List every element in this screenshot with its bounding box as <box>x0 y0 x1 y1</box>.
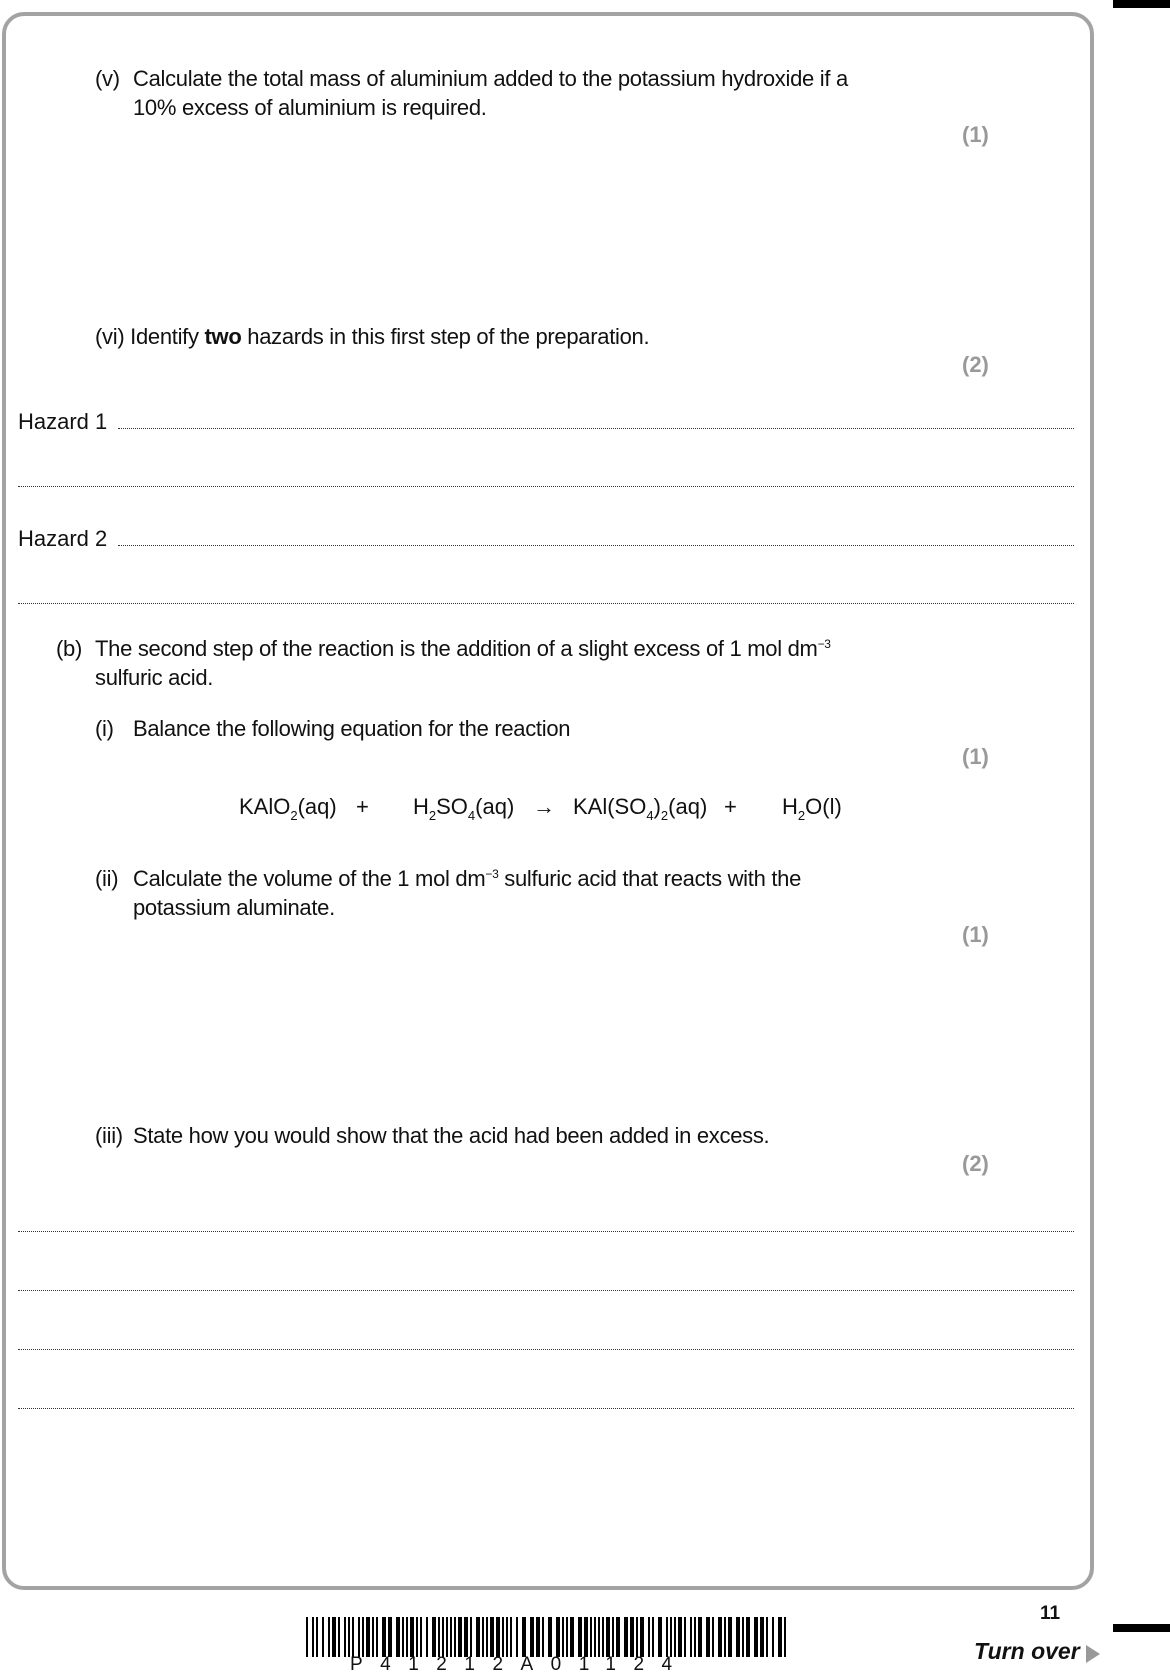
barcode-bar <box>760 1617 764 1657</box>
question-vi-marks: (2) <box>962 352 989 377</box>
barcode-bar <box>432 1617 436 1657</box>
question-v-marks: (1) <box>962 122 989 147</box>
barcode-bar <box>366 1617 370 1657</box>
barcode-bar <box>694 1617 696 1657</box>
barcode-bar <box>718 1617 722 1657</box>
barcode-bar <box>612 1617 614 1657</box>
barcode-bar <box>736 1617 740 1657</box>
barcode-bar <box>510 1617 512 1657</box>
barcode-bar <box>416 1617 418 1657</box>
barcode-bar <box>670 1617 672 1657</box>
question-vi-number: (vi) <box>95 324 125 349</box>
answer-line[interactable] <box>18 1231 1074 1232</box>
barcode-bar <box>372 1617 374 1657</box>
barcode-bar <box>338 1617 340 1657</box>
barcode-bar <box>584 1617 588 1657</box>
hazard1-answer-line-2[interactable] <box>18 486 1074 487</box>
barcode-bar <box>690 1617 692 1657</box>
barcode-bar <box>772 1617 774 1657</box>
barcode-bar <box>450 1617 452 1657</box>
question-b-iii-text: State how you would show that the acid had been added in excess. <box>133 1123 770 1148</box>
barcode-bar <box>724 1617 726 1657</box>
barcode-bar <box>316 1617 318 1657</box>
barcode-bar <box>590 1617 592 1657</box>
barcode-bar <box>746 1617 750 1657</box>
barcode-bar <box>616 1617 620 1657</box>
barcode-bar <box>322 1617 324 1657</box>
equation-plus-2: + <box>724 794 737 819</box>
barcode-bar <box>570 1617 574 1657</box>
question-v-answer-space[interactable] <box>120 160 1070 300</box>
barcode <box>306 1617 792 1657</box>
barcode-bar <box>348 1617 350 1657</box>
barcode-bar <box>712 1617 714 1657</box>
barcode-bar <box>566 1617 568 1657</box>
barcode-bar <box>352 1617 354 1657</box>
question-vi-text <box>95 322 649 351</box>
barcode-bar <box>698 1617 702 1657</box>
question-b-line1-sup: −3 <box>817 637 831 651</box>
margin-tab-bottom <box>1113 1624 1170 1632</box>
barcode-bar <box>502 1617 504 1657</box>
barcode-bar <box>542 1617 544 1657</box>
answer-line[interactable] <box>18 1290 1074 1291</box>
barcode-bar <box>506 1617 508 1657</box>
barcode-bar <box>470 1617 472 1657</box>
barcode-bar <box>522 1617 526 1657</box>
barcode-bar <box>358 1617 360 1657</box>
barcode-bar <box>362 1617 364 1657</box>
barcode-bar <box>658 1617 662 1657</box>
barcode-bar <box>438 1617 440 1657</box>
turn-over-arrow-icon <box>1086 1645 1100 1663</box>
question-vi-text-after: hazards in this first step of the preparation. <box>247 324 650 349</box>
answer-line[interactable] <box>18 1408 1074 1409</box>
barcode-bar <box>754 1617 758 1657</box>
barcode-bar <box>648 1617 650 1657</box>
equation-reactant-1: KAlO$_2$(aq) <box>239 794 337 823</box>
barcode-bar <box>684 1617 686 1657</box>
margin-tab-top <box>1113 0 1170 8</box>
barcode-bar <box>388 1617 392 1657</box>
equation-reactant-2: $H_2SO_4(aq)$ <box>413 794 515 823</box>
hazard2-label: Hazard 2 <box>18 526 108 551</box>
barcode-bar <box>728 1617 732 1657</box>
barcode-bar <box>598 1617 600 1657</box>
question-v-line2: 10% excess of aluminium is required. <box>133 95 487 120</box>
barcode-bar <box>606 1617 610 1657</box>
barcode-bar <box>674 1617 676 1657</box>
barcode-bar <box>548 1617 552 1657</box>
barcode-bar <box>402 1617 404 1657</box>
question-b-line1 <box>95 634 831 663</box>
barcode-bar <box>678 1617 682 1657</box>
barcode-bar <box>562 1617 564 1657</box>
barcode-bar <box>306 1617 308 1657</box>
question-b-iii-number: (iii) <box>95 1123 123 1148</box>
barcode-bar <box>636 1617 638 1657</box>
barcode-bar <box>406 1617 408 1657</box>
barcode-bar <box>442 1617 444 1657</box>
barcode-bar <box>464 1617 468 1657</box>
barcode-bar <box>382 1617 386 1657</box>
barcode-bar <box>458 1617 462 1657</box>
barcode-bar <box>706 1617 710 1657</box>
equation-product-1: $KAl(SO_4)_2(aq)$ <box>573 794 708 823</box>
barcode-bar <box>486 1617 488 1657</box>
question-vi-text-before: Identify <box>130 324 199 349</box>
barcode-bar <box>454 1617 456 1657</box>
question-b-ii-marks: (1) <box>962 922 989 947</box>
equation-plus-1: + <box>356 794 369 819</box>
equation-product-2: $H_2O(l)$ <box>782 794 842 823</box>
question-b-line1-text: The second step of the reaction is the addition of a slight excess of 1 mol dm <box>95 636 818 661</box>
barcode-bar <box>490 1617 494 1657</box>
barcode-bar <box>496 1617 500 1657</box>
barcode-bar <box>594 1617 596 1657</box>
question-b-ii-line1: Calculate the volume of the 1 mol $dm^{-3}$ sulfuric acid that reacts with the <box>133 866 802 891</box>
barcode-bar <box>630 1617 634 1657</box>
barcode-bar <box>778 1617 782 1657</box>
barcode-bar <box>536 1617 540 1657</box>
barcode-bar <box>312 1617 314 1657</box>
question-b-ii-answer-space[interactable] <box>120 960 1070 1120</box>
barcode-bar <box>476 1617 480 1657</box>
hazard2-answer-line-2[interactable] <box>18 603 1074 604</box>
coefficient-slot-2[interactable] <box>752 796 776 822</box>
page-number: 11 <box>1040 1603 1061 1624</box>
barcode-bar <box>376 1617 378 1657</box>
barcode-bar <box>396 1617 400 1657</box>
barcode-bar <box>426 1617 428 1657</box>
barcode-bar <box>530 1617 534 1657</box>
question-b-iii-marks: (2) <box>962 1151 989 1176</box>
answer-line[interactable] <box>18 1349 1074 1350</box>
coefficient-slot-1[interactable] <box>385 796 409 822</box>
hazard1-answer-line[interactable] <box>118 428 1074 429</box>
barcode-bar <box>410 1617 414 1657</box>
barcode-bar <box>446 1617 448 1657</box>
barcode-bar <box>578 1617 582 1657</box>
hazard2-answer-line[interactable] <box>118 545 1074 546</box>
barcode-bar <box>742 1617 744 1657</box>
barcode-bar <box>640 1617 644 1657</box>
question-b-i-text: Balance the following equation for the reaction <box>133 716 571 741</box>
barcode-text: P41212A01124 <box>350 1654 690 1675</box>
barcode-bar <box>652 1617 654 1657</box>
barcode-bar <box>516 1617 518 1657</box>
question-b-ii-number: (ii) <box>95 866 119 891</box>
question-v-line1: Calculate the total mass of aluminium added to the potassium hydroxide if a <box>133 66 848 91</box>
barcode-bar <box>420 1617 422 1657</box>
barcode-bar <box>784 1617 786 1657</box>
barcode-bar <box>332 1617 336 1657</box>
question-b-number: (b) <box>56 636 82 661</box>
hazard1-label: Hazard 1 <box>18 409 108 434</box>
question-b-i-marks: (1) <box>962 744 989 769</box>
question-b-ii-line2: potassium aluminate. <box>133 895 335 920</box>
barcode-bar <box>344 1617 346 1657</box>
question-b-line2: sulfuric acid. <box>95 665 214 690</box>
barcode-bar <box>482 1617 484 1657</box>
barcode-bar <box>666 1617 668 1657</box>
question-vi-emphasis: two <box>204 324 242 349</box>
question-v-number: (v) <box>95 66 120 91</box>
barcode-bar <box>624 1617 628 1657</box>
equation-arrow: → <box>533 794 555 819</box>
barcode-bar <box>556 1617 560 1657</box>
turn-over-label: Turn over <box>974 1638 1080 1664</box>
barcode-bar <box>602 1617 604 1657</box>
barcode-bar <box>766 1617 768 1657</box>
question-b-i-number: (i) <box>95 716 114 741</box>
barcode-bar <box>328 1617 330 1657</box>
